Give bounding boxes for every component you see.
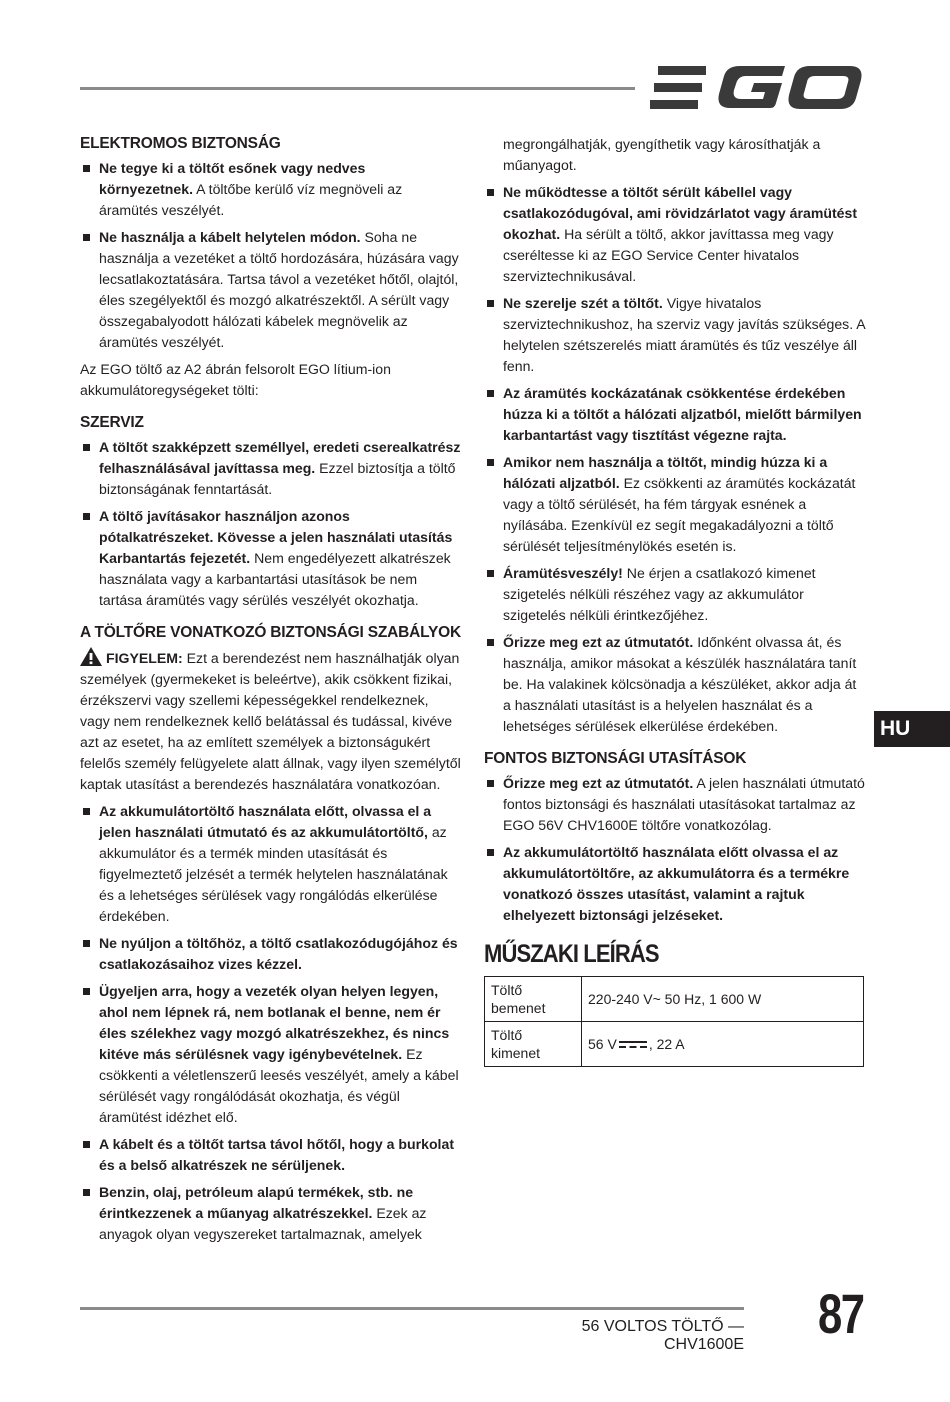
list-item: Az akkumulátortöltő használata előtt olvassa el az akkumulátortöltőre, az akkumulátorra és a termékre vonatkozó összes utasítást, valamint a rajtuk elhelyezett biztonsági jelzéseket.	[484, 842, 866, 926]
spec-label: Töltő bemenet	[485, 977, 582, 1022]
charger-rules-list-continued	[484, 182, 866, 737]
important-instructions-heading: FONTOS BIZTONSÁGI UTASÍTÁSOK	[484, 750, 747, 767]
service-list	[80, 437, 462, 611]
list-item: Az akkumulátortöltő használata előtt, olvassa el a jelen használati útmutató és az akkumulátortöltő, az akkumulátor és a termék minden utasítását és figyelmeztető jelzését a termék helytelen használatának és a lehetséges sérülések vagy rongálódás elkerülése érdekében.	[80, 801, 462, 927]
list-item: Őrizze meg ezt az útmutatót. A jelen használati útmutató fontos biztonsági és használati utasításokat tartalmaz az EGO 56V CHV1600E töltőre vonatkozólag.	[484, 773, 866, 836]
left-column	[80, 134, 462, 1251]
charger-rules-list	[80, 801, 462, 1245]
electrical-safety-heading: ELEKTROMOS BIZTONSÁG	[80, 135, 281, 152]
service-heading: SZERVIZ	[80, 414, 144, 431]
header-rule	[80, 87, 635, 90]
list-item: Őrizze meg ezt az útmutatót. Időnként olvassa át, és használja, amikor másokat a készülék használatára tanít be. Ha valakinek kölcsönadja a készüléket, akkor adja át a használati utasítást is a helyelen használat és a lehetséges sérülések elkerülése érdekében.	[484, 632, 866, 737]
battery-note: Az EGO töltő az A2 ábrán felsorolt EGO lítium-ion akkumulátoregységeket tölti:	[80, 361, 391, 398]
spec-value: 220-240 V~ 50 Hz, 1 600 W	[582, 977, 864, 1022]
charger-rules-heading: A TÖLTŐRE VONATKOZÓ BIZTONSÁGI SZABÁLYOK	[80, 624, 461, 641]
warning-triangle-icon	[80, 647, 102, 666]
list-item: A töltőt szakképzett személlyel, eredeti cserealkatrész felhasználásával javíttassa meg. Ezzel biztosítja a töltő biztonságának fenntartását.	[80, 437, 462, 500]
list-item: A kábelt és a töltőt tartsa távol hőtől, hogy a burkolat és a belső alkatrészek ne sérüljenek.	[80, 1134, 462, 1176]
electrical-safety-list	[80, 158, 462, 353]
warning-label: FIGYELEM:	[106, 650, 183, 666]
list-item: Benzin, olaj, petróleum alapú termékek, stb. ne érintkezzenek a műanyag alkatrészekkel. Ezek az anyagok olyan vegyszereket tartalmaznak, amelyek	[80, 1182, 462, 1245]
table-row	[485, 977, 864, 1022]
page-number: 87	[818, 1282, 864, 1345]
list-item: Ügyeljen arra, hogy a vezeték olyan helyen legyen, ahol nem lépnek rá, nem botlanak el benne, nem ér éles szélekhez vagy mozgó alkatrészekhez, és nincs kitéve más sérülésnek vagy igénybevételnek. Ez csökkenti a véletlenszerű leesés veszélyét, amely a kábel sérülését vagy rongálódását okozhatja, és végül áramütést idézhet elő.	[80, 981, 462, 1128]
continued-text: megrongálhatják, gyengíthetik vagy károsíthatják a műanyagot.	[503, 136, 821, 173]
list-item: Ne szerelje szét a töltőt. Vigye hivatalos szerviztechnikushoz, ha szerviz vagy javítás szükséges. A helytelen szétszerelés miatt áramütés és tűz veszélye áll fenn.	[484, 293, 866, 377]
spec-value: 56 V , 22 A	[582, 1022, 864, 1067]
spec-label: Töltő kimenet	[485, 1022, 582, 1067]
language-tab: HU	[874, 711, 950, 747]
warning-paragraph: FIGYELEM: Ezt a berendezést nem használhatják olyan személyek (gyermekeket is beleértve), akik csökkent fizikai, érzékszervi vagy szellemi képességekkel rendelkeznek, vagy nem rendelkeznek kellő belátással és tudással, kivéve azt az esetet, ha az említett személyek a biztonságukért felelős személy felügyelete alatt állnak, vagy ilyen személytől kaptak utasítást a berendezés használatára vonatkozóan.	[80, 647, 462, 795]
table-row	[485, 1022, 864, 1067]
footer-rule	[80, 1307, 744, 1310]
footer-title: 56 VOLTOS TÖLTŐ — CHV1600E	[581, 1318, 744, 1353]
ego-logo	[650, 62, 865, 114]
list-item: Az áramütés kockázatának csökkentése érdekében húzza ki a töltőt a hálózati aljzatból, mielőtt bármilyen karbantartást vagy tisztítást végezne rajta.	[484, 383, 866, 446]
list-item: Ne használja a kábelt helytelen módon. Soha ne használja a vezetéket a töltő hordozására, húzására vagy lecsatlakoztatására. Tartsa távol a vezetéket hőtől, olajtól, éles szegélyektől és mozgó alkatrészektől. A sérült vagy összegabalyodott hálózati kábelek megnövelik az áramütés veszélyét.	[80, 227, 462, 353]
list-item: Amikor nem használja a töltőt, mindig húzza ki a hálózati aljzatból. Ez csökkenti az áramütés kockázatát vagy a töltő sérülését, ha fém tárgyak esnének a nyílásába. Ezenkívül ez segít megakadályozni a töltő sérülését teljesítménylökés esetén is.	[484, 452, 866, 557]
list-item: Ne működtesse a töltőt sérült kábellel vagy csatlakozódugóval, ami rövidzárlatot vagy áramütést okozhat. Ha sérült a töltő, akkor javíttassa meg vagy cseréltesse ki az EGO Service Center hivatalos szerviztechnikusával.	[484, 182, 866, 287]
dc-current-icon	[619, 1040, 647, 1050]
list-item: Ne nyúljon a töltőhöz, a töltő csatlakozódugójához és csatlakozásaihoz vizes kézzel.	[80, 933, 462, 975]
important-instructions-list	[484, 773, 866, 926]
specs-heading: MŰSZAKI LEÍRÁS	[484, 940, 659, 968]
list-item: Ne tegye ki a töltőt esőnek vagy nedves környezetnek. A töltőbe kerülő víz megnöveli az áramütés veszélyét.	[80, 158, 462, 221]
right-column	[484, 134, 866, 1067]
specs-table	[484, 976, 864, 1067]
list-item: A töltő javításakor használjon azonos pótalkatrészeket. Kövesse a jelen használati utasítás Karbantartás fejezetét. Nem engedélyezett alkatrészek használata vagy a karbantartási utasítások be nem tartása áramütés vagy sérülés veszélyét okozhatja.	[80, 506, 462, 611]
list-item: Áramütésveszély! Ne érjen a csatlakozó kimenet szigetelés nélküli részéhez vagy az akkumulátor szigetelés nélküli érintkezőjéhez.	[484, 563, 866, 626]
